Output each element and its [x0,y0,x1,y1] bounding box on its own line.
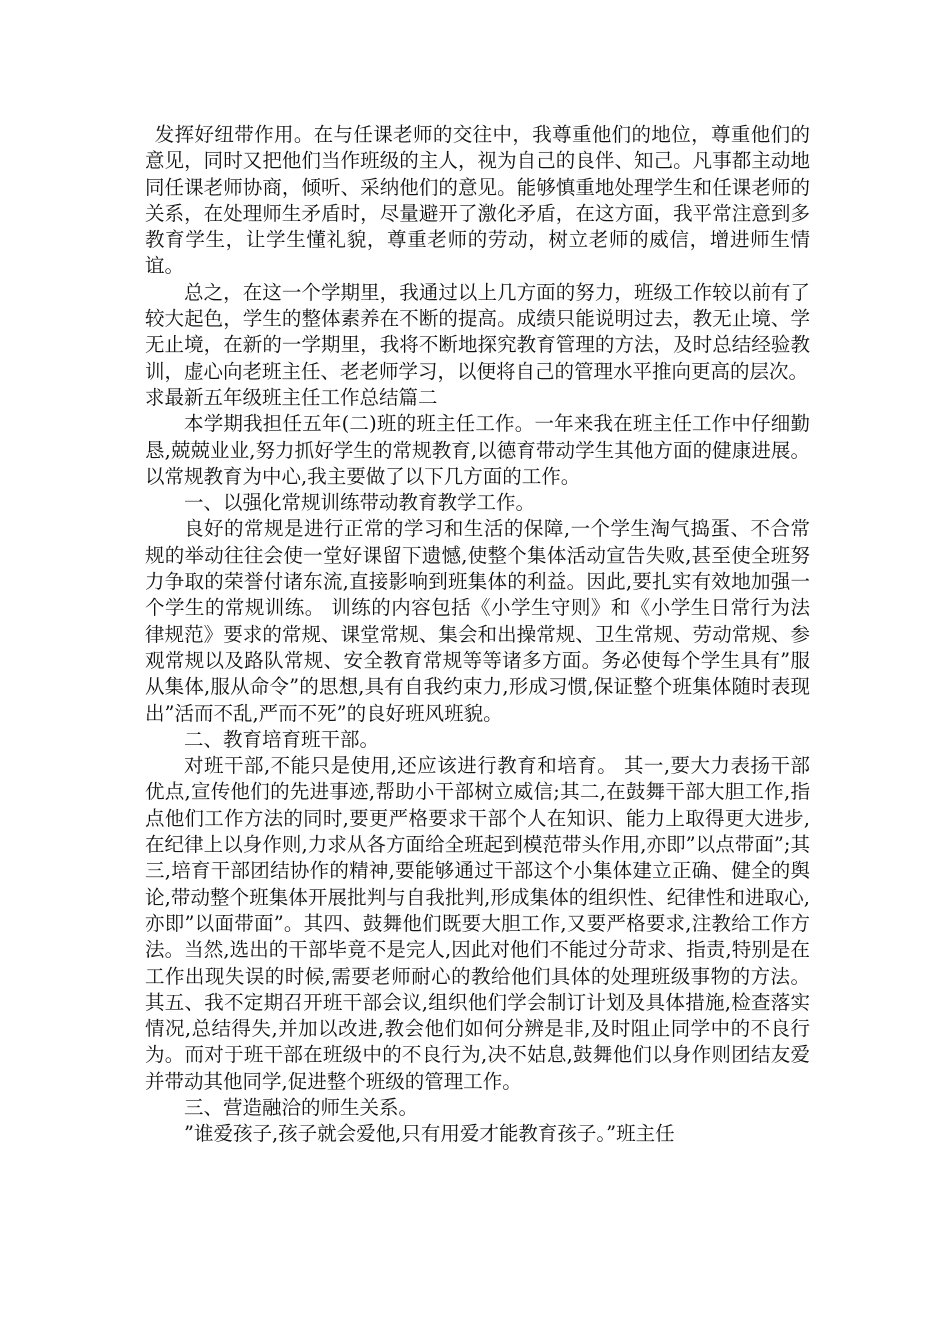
paragraph-teacher-student: ”谁爱孩子,孩子就会爱他,只有用爱才能教育孩子。”班主任 [184,1122,675,1146]
subheading-routine-training: 一、以强化常规训练带动教育教学工作。 [184,491,536,515]
section-title: 求最新五年级班主任工作总结篇二 [145,385,438,409]
subheading-class-cadres: 二、教育培育班干部。 [184,727,380,751]
paragraph-class-cadres: 对班干部,不能只是使用,还应该进行教育和培育。 其一,要大力表扬干部优点,宣传他们的先进事迹,帮助小干部树立威信;其二,在鼓舞干部大胆工作,指点他们工作方法的同时,要更严格要求干部个人在知识、能力上取得更大进步,在纪律上以身作则,力求从各方面给全班起到模范带头作用,亦即”以点带面”;其三,培育干部团结协作的精神,要能够通过干部这个小集体建立正确、健全的舆论,带动整个班集体开展批判与自我批判,形成集体的组织性、纪律性和进取心,亦即”以面带面”。其四、鼓舞他们既要大胆工作,又要严格要求,注教给工作方法。当然,选出的干部毕竟不是完人,因此对他们不能过分苛求、指责,特别是在工作出现失误的时候,需要老师耐心的教给他们具体的处理班级事物的方法。其五、我不定期召开班干部会议,组织他们学会制订计划及具体措施,检查落实情况,总结得失,并加以改进,教会他们如何分辨是非,及时阻止同学中的不良行为。而对于班干部在班级中的不良行为,决不姑息,鼓舞他们以身作则团结友爱并带动其他同学,促进整个班级的管理工作。 [145,754,810,1093]
paragraph-intro: 本学期我担任五年(二)班的班主任工作。一年来我在班主任工作中仔细勤恳,兢兢业业,努力抓好学生的常规教育,以德育带动学生其他方面的健康进展。以常规教育为中心,我主要做了以下几方面的工作。 [145,412,810,488]
paragraph-summary: 总之，在这一个学期里，我通过以上几方面的努力，班级工作较以前有了较大起色，学生的整体素养在不断的提高。成绩只能说明过去，教无止境、学无止境，在新的一学期里，我将不断地探究教育管理的方法，及时总结经验教训，虚心向老班主任、老老师学习，以便将自己的管理水平推向更高的层次。 [145,280,810,383]
subheading-teacher-student: 三、营造融洽的师生关系。 [184,1095,419,1119]
paragraph-routine-training: 良好的常规是进行正常的学习和生活的保障,一个学生淘气捣蛋、不合常规的举动往往会使一堂好课留下遗憾,使整个集体活动宣告失败,甚至使全班努力争取的荣誉付诸东流,直接影响到班集体的利益。因此,要扎实有效地加强一个学生的常规训练。 训练的内容包括《小学生守则》和《小学生日常行为法律规范》要求的常规、课堂常规、集会和出操常规、卫生常规、劳动常规、参观常规以及路队常规、安全教育常规等等诸多方面。务必使每个学生具有”服从集体,服从命令”的思想,具有自我约束力,形成习惯,保证整个班集体随时表现出”活而不乱,严而不死”的良好班风班貌。 [145,517,810,725]
paragraph-continuation: 发挥好纽带作用。在与任课老师的交往中，我尊重他们的地位，尊重他们的意见，同时又把他们当作班级的主人，视为自己的良伴、知己。凡事都主动地同任课老师协商，倾听、采纳他们的意见。能够慎重地处理学生和任课老师的关系，在处理师生矛盾时，尽量避开了激化矛盾，在这方面，我平常注意到多教育学生，让学生懂礼貌，尊重老师的劳动，树立老师的威信，增进师生情谊。 [145,123,810,278]
document-body [145,122,810,1148]
